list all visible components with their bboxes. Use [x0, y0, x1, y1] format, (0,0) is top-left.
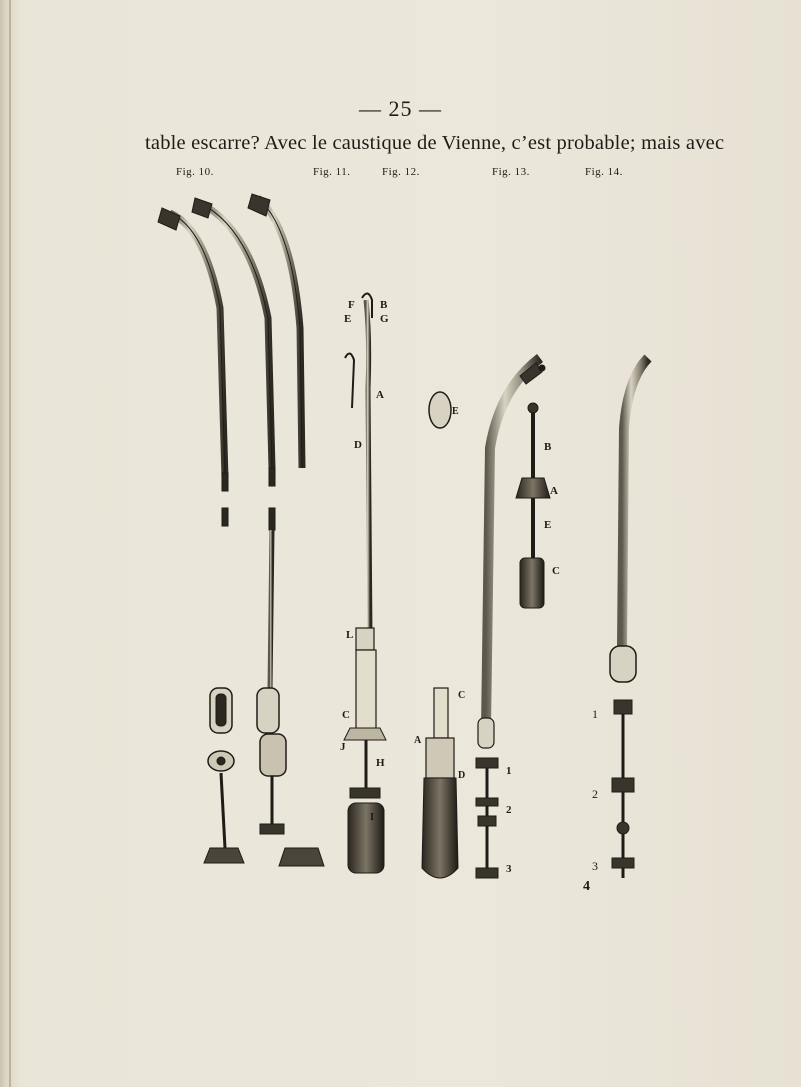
- fig-11-letter-D: D: [354, 439, 362, 451]
- fig-11-letter-J: J: [340, 741, 346, 753]
- fig-11-letter-I: I: [370, 811, 375, 823]
- fig-13-number-1: 1: [506, 765, 512, 777]
- fig-10-instruments: [158, 194, 324, 866]
- fig-12-label: Fig. 12.: [382, 166, 420, 178]
- fig-13-letter-C: C: [552, 565, 560, 577]
- fig-12-letter-C: C: [458, 690, 466, 701]
- body-text-line: table escarre? Avec le caustique de Vienne, c’est probable; mais avec: [145, 132, 725, 154]
- binding-edge: [9, 0, 11, 1087]
- fig-12-letter-D: D: [458, 770, 466, 781]
- instrument-plate: [140, 188, 670, 908]
- fig-12-instrument: [422, 392, 458, 878]
- fig-11-letter-L: L: [346, 629, 354, 641]
- fig-11-letter-B: B: [380, 299, 388, 311]
- fig-11-letter-E: E: [344, 313, 352, 325]
- fig-14-instrument: [610, 358, 648, 878]
- fig-10-label: Fig. 10.: [176, 166, 214, 178]
- fig-12-letter-E: E: [452, 406, 459, 417]
- fig-13-letter-B: B: [544, 441, 552, 453]
- fig-11-letter-G: G: [380, 313, 389, 325]
- fig-14-number-1: 1: [592, 707, 598, 721]
- fig-14-label: Fig. 14.: [585, 166, 623, 178]
- fig-11-label: Fig. 11.: [313, 166, 351, 178]
- fig-13-letter-A: A: [550, 485, 558, 497]
- fig-14-number-2: 2: [592, 787, 598, 801]
- fig-11-letter-F: F: [348, 299, 355, 311]
- fig-14-letters: [592, 707, 598, 873]
- fig-13-label: Fig. 13.: [492, 166, 530, 178]
- plate-number: 4: [583, 879, 590, 894]
- instrument-engraving: [140, 188, 670, 908]
- fig-14-number-3: 3: [592, 859, 598, 873]
- fig-11-letter-A: A: [376, 389, 384, 401]
- page-number-header: — 25 —: [359, 96, 442, 121]
- fig-11-letter-C: C: [342, 709, 350, 721]
- fig-12-letter-A: A: [414, 735, 422, 746]
- fig-11-instrument: [344, 293, 386, 873]
- fig-13-number-3: 3: [506, 863, 512, 875]
- fig-13-letter-E: E: [544, 519, 552, 531]
- fig-13-instrument: [476, 358, 550, 878]
- fig-11-letter-H: H: [376, 757, 385, 769]
- fig-13-number-2: 2: [506, 804, 512, 816]
